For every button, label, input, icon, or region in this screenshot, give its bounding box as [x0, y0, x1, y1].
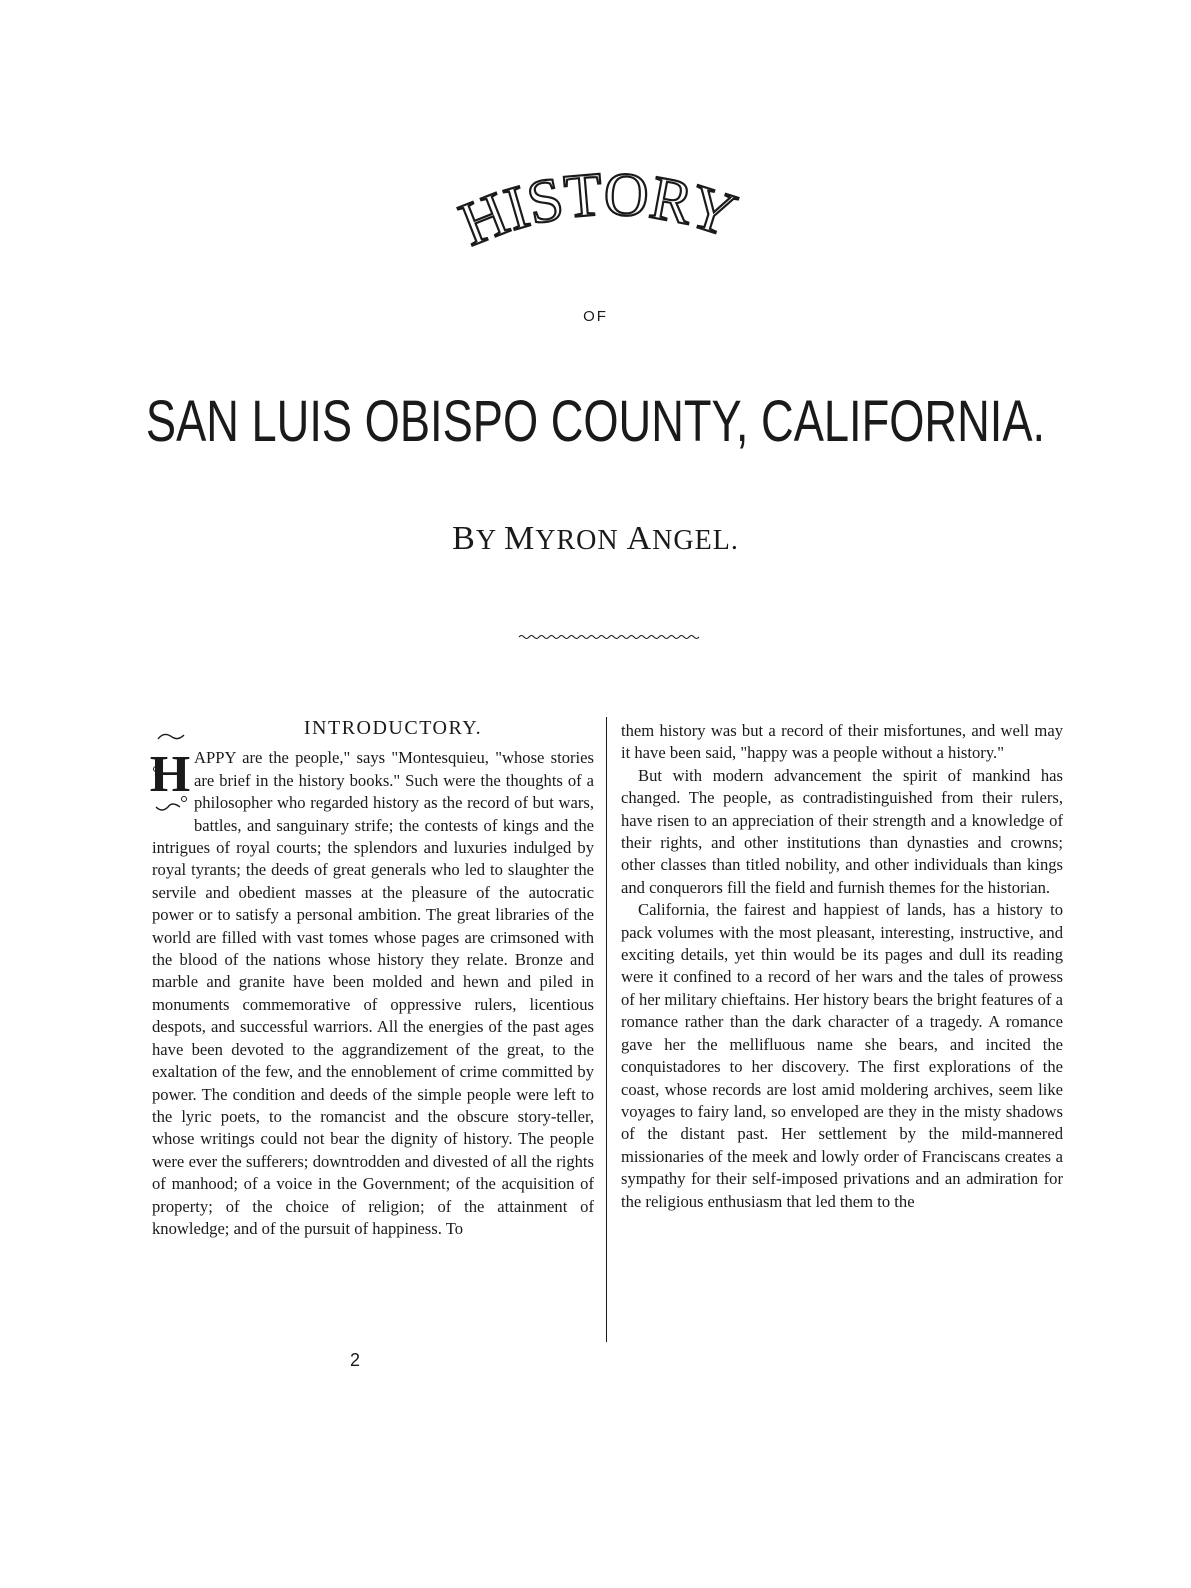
byline-first-initial: M [504, 520, 536, 557]
column-right [621, 720, 1063, 1213]
arched-title-text [451, 160, 744, 259]
byline-first: YRON [535, 525, 619, 556]
arched-title-textpath: HISTORY [450, 160, 744, 260]
byline-last-initial: A [626, 520, 653, 557]
byline [0, 520, 1191, 558]
byline-last: NGEL. [652, 525, 739, 556]
county-title: SAN LUIS OBISPO COUNTY, CALIFORNIA. [145, 389, 1046, 454]
column-left [149, 717, 594, 1240]
col1-paragraph-1: APPY are the people," says "Montesquieu, "whose stories are brief in the history books." Such were the thoughts of a philosopher who regarded history as the record of but wars, battles, and sanguinary strife; the contests of kings and the intrigues of royal courts; the splendors and luxuries indulged by royal tyrants; the deeds of great generals who led to slaughter the servile and obedient masses at the pleasure of the autocratic power or to satisfy a personal ambition. The great libraries of the world are filled with vast tomes whose pages are crimsoned with the blood of the nations whose history they relate. Bronze and marble and granite have been molded and hewn and piled in monuments commemorative of oppressive rulers, licentious despots, and successful warriors. All the energies of the past ages have been devoted to the aggrandizement of the great, to the exaltation of the few, and the ennoblement of crime committed by power. The condition and deeds of the simple people were left to the lyric poets, to the romancist and the obscure story-teller, whose writings could not bear the dignity of history. The people were ever the sufferers; downtrodden and divested of all the rights of manhood; of a voice in the Government; of the acquisition of property; of the choice of religion; of the attainment of knowledge; and of the pursuit of happiness. To [152, 748, 594, 1238]
col2-paragraph-1: them history was but a record of their misfortunes, and well may it have been said, "happy was a people without a history." [621, 721, 1063, 763]
section-heading: INTRODUCTORY. [303, 717, 483, 739]
dropcap-letter: H [149, 746, 191, 804]
byline-by: Y [475, 525, 497, 556]
wavy-rule [519, 632, 699, 642]
column-divider [606, 717, 607, 1342]
ornamental-dropcap [149, 729, 191, 815]
arched-title [0, 0, 1191, 320]
page-number: 2 [349, 1350, 360, 1370]
of-label: OF [583, 308, 608, 325]
col2-paragraph-3: California, the fairest and happiest of lands, has a history to pack volumes with the most pleasant, interesting, instructive, and exciting details, yet thin would be its pages and dull its reading were it confined to a record of her wars and the tales of prowess of her military chieftains. Her history bears the bright features of a romance rather than the dark character of a tragedy. A romance gave her the mellifluous name she bears, and incited the conquistadores to her discovery. The first explorations of the coast, whose records are lost amid moldering archives, seem like voyages to fairy land, so enveloped are they in the misty shadows of the distant past. Her settlement by the mild-mannered missionaries of the meek and lowly order of Franciscans creates a sympathy for their self-imposed privations and an admiration for the religious enthusiasm that led them to the [621, 900, 1063, 1211]
col2-paragraph-2: But with modern advancement the spirit of mankind has changed. The people, as contradistinguished from their rulers, have risen to an appreciation of their strength and a knowledge of their rights, and other institutions than dynasties and crowns; other classes than titled nobility, and other individuals than kings and conquerors fill the field and furnish themes for the historian. [621, 765, 1063, 897]
byline-by-initial: B [452, 520, 476, 557]
